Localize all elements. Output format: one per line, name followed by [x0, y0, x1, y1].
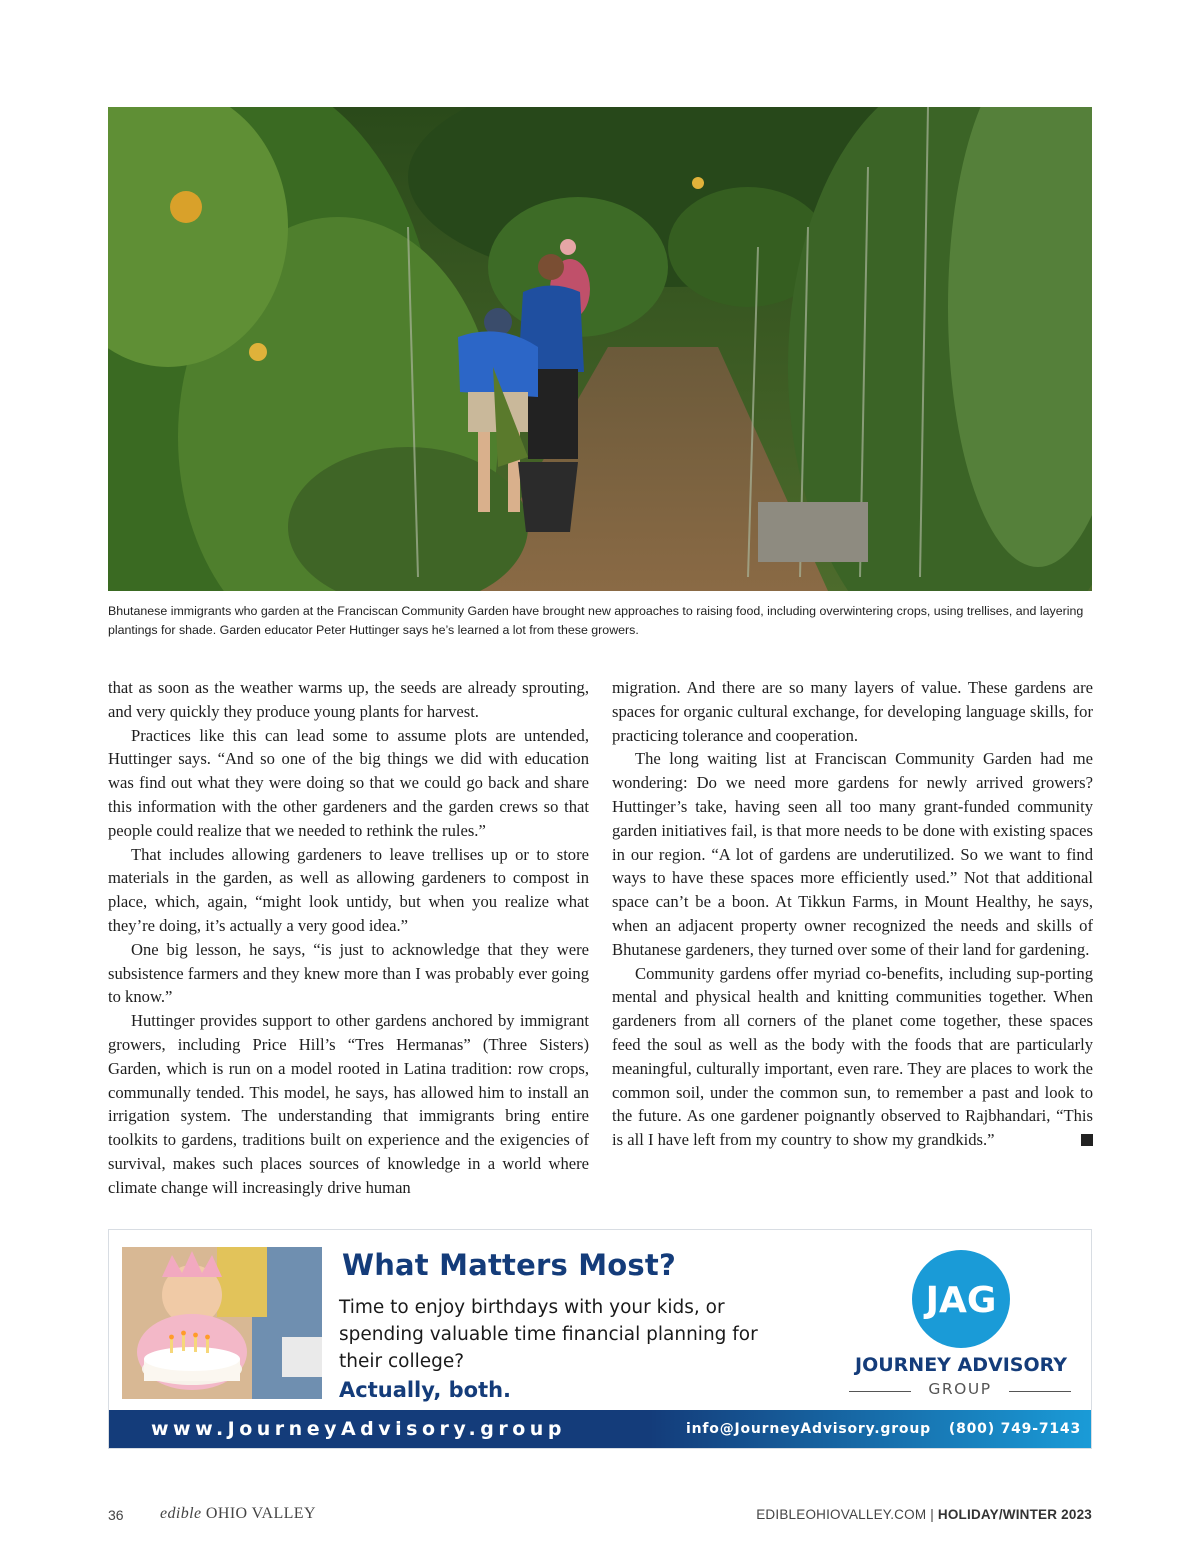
footer-issue-info	[756, 1507, 1092, 1522]
logo-letters: JAG	[925, 1280, 997, 1321]
paragraph-final	[612, 962, 1093, 1152]
ad-email-link[interactable]: info@JourneyAdvisory.group	[686, 1421, 931, 1437]
magazine-name	[160, 1505, 316, 1523]
footer-separator: |	[930, 1507, 934, 1522]
ad-brand-sub	[849, 1380, 1071, 1398]
paragraph: Huttinger provides support to other gardens anchored by immigrant growers, including Price Hill’s “Tres Hermanas” (Three Sisters) Garden, which is run on a model rooted in Latina tradition: row crops, communally tended. This model, he says, has allowed him to install an irrigation system. The understanding that immigrants bring entire toolkits to gardens, traditions built on experience and the exigencies of survival, makes such places sources of knowledge in a world where climate change will increasingly drive human	[108, 1011, 589, 1197]
ad-phone[interactable]: (800) 749-7143	[948, 1421, 1081, 1437]
article-right-column	[612, 676, 1093, 1152]
magazine-italic: edible	[160, 1505, 202, 1522]
paragraph: The long waiting list at Franciscan Community Garden had me wondering: Do we need more gardens for newly arrived growers? Huttinger’s take, having seen all too many grant-funded community garden initiatives fail, is that more needs to be done with existing spaces in our region. “A lot of gardens are underutilized. So we want to find ways to have these spaces more efficiently used.” Not that additional space can’t be a boon. At Tikkun Farms, in Mount Healthy, he says, when an adjacent property owner recognized the needs and skills of Bhutanese gardeners, they turned over some of their land for gardening.	[612, 749, 1093, 959]
ad-body-text: Time to enjoy birthdays with your kids, or spending valuable time financial planning for their college?	[339, 1297, 758, 1372]
paragraph: One big lesson, he says, “is just to acknowledge that they were subsistence farmers and they knew more than I was probably ever going to know.”	[108, 939, 589, 1007]
ad-punchline: Actually, both.	[339, 1378, 512, 1402]
jag-logo-mark	[912, 1250, 1010, 1348]
divider	[1009, 1391, 1071, 1392]
photo-caption: Bhutanese immigrants who garden at the Franciscan Community Garden have brought new approaches to raising food, including overwintering crops, using trellises, and layering plantings for shade. Garden educator Peter Huttinger says he’s learned a lot from these growers.	[108, 604, 1084, 637]
ad-headline: What Matters Most?	[342, 1248, 676, 1282]
brand-sub-label: GROUP	[928, 1380, 992, 1398]
paragraph: migration. And there are so many layers of value. These gardens are spaces for organic cultural exchange, for developing language skills, for practicing tolerance and cooperation.	[612, 678, 1093, 745]
ad-contact-bar	[109, 1410, 1091, 1448]
ad-contact-info	[686, 1421, 1081, 1437]
birthday-photo	[122, 1247, 322, 1399]
paragraph: that as soon as the weather warms up, the seeds are already sprouting, and very quickly they produce young plants for harvest.	[108, 678, 589, 721]
end-of-article-mark	[1081, 1134, 1093, 1146]
paragraph: Practices like this can lead some to assume plots are untended, Huttinger says. “And so one of the big things we did with education was find out what they were doing so that we could go back and share this information with the other gardeners and the garden crews so that people could realize that we needed to rethink the rules.”	[108, 725, 589, 840]
footer-site: EDIBLEOHIOVALLEY.COM	[756, 1507, 927, 1522]
divider	[849, 1391, 911, 1392]
page-number: 36	[108, 1507, 124, 1523]
footer-issue: HOLIDAY/WINTER 2023	[937, 1507, 1092, 1522]
jag-logo-icon	[912, 1250, 1010, 1348]
article-left-column	[108, 676, 589, 1200]
journey-advisory-ad[interactable]	[108, 1229, 1092, 1449]
paragraph: That includes allowing gardeners to leave trellises up or to store materials in the garden, as well as allowing gardeners to compost in place, which, again, “might look untidy, but when you realize what they’re doing, it’s actually a very good idea.”	[108, 844, 589, 935]
garden-photo-illustration	[108, 107, 1092, 591]
magazine-region: OHIO VALLEY	[205, 1505, 316, 1522]
ad-website-link[interactable]: www.JourneyAdvisory.group	[151, 1418, 566, 1440]
paragraph-text: Community gardens offer myriad co-benefits, including sup-porting mental and physical health and knitting communities together. When gardeners from all corners of the planet come together, these spaces feed the soul as well as the body with the foods that are particularly meaningful, culturally important, even rare. They are places to work the common soil, under the common sun, to remember a past and look to the future. As one gardener poignantly observed to Rajbhandari, “This is all I have left from my country to show my grandkids.”	[612, 963, 1093, 1150]
garden-photo	[108, 107, 1092, 591]
ad-brand-name: JOURNEY ADVISORY	[855, 1354, 1067, 1376]
